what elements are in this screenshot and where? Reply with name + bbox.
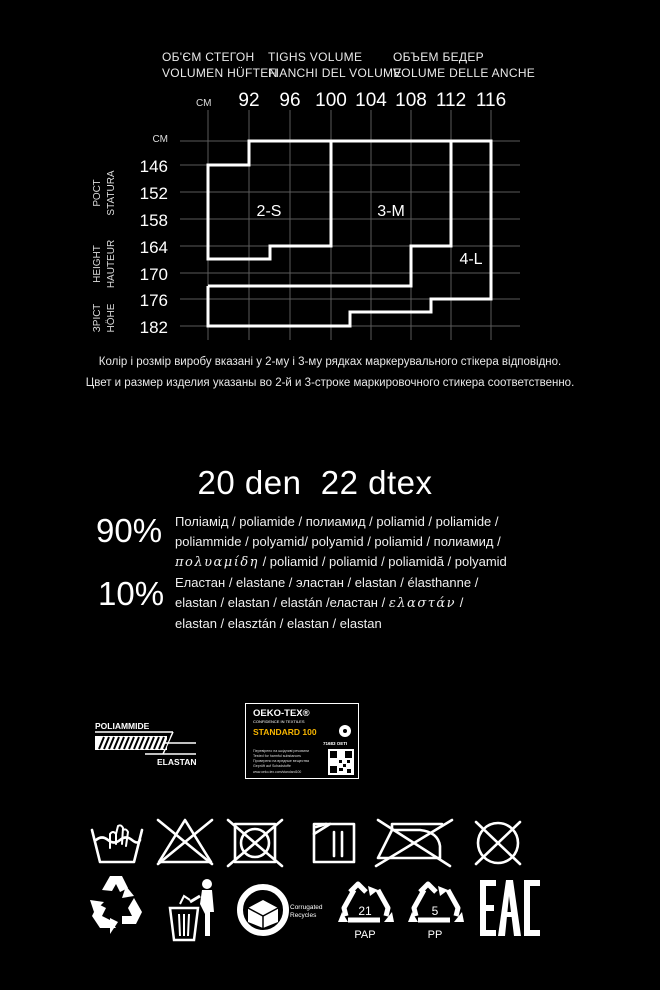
height-value: 182	[139, 318, 168, 337]
elastane-names	[175, 573, 478, 634]
dry-flat-icon	[314, 824, 354, 862]
care-icons	[80, 810, 540, 872]
pp-number: 5	[431, 904, 439, 918]
oekotex-label	[245, 703, 359, 779]
size-label-2s: 2-S	[256, 203, 282, 220]
oekotex-standard: STANDARD 100	[253, 727, 317, 737]
side-label: STATURA	[106, 170, 117, 216]
size-chart	[0, 0, 660, 350]
hand-wash-icon	[92, 825, 142, 862]
hip-value: 104	[355, 90, 387, 111]
oekotex-brand: OEKO-TEX®	[253, 708, 310, 719]
do-not-iron-icon	[376, 820, 452, 866]
density-label: 20 den 22 dtex	[197, 464, 433, 501]
recycles-text: Recycles	[290, 912, 317, 919]
do-not-dry-clean-icon	[476, 822, 520, 864]
oekotex-line: Tested for harmful substances	[253, 754, 301, 758]
height-value: 170	[139, 265, 168, 284]
composition-line: Поліамід / poliamide / полиамид / poliamid / poliamide /	[175, 514, 499, 529]
composition-text: /	[456, 595, 464, 610]
pp-recycle-icon	[408, 884, 464, 941]
composition-line: poliammide / polyamid/ polyamid / poliamid / полиамид /	[175, 534, 501, 549]
oekotex-tagline: CONFIDENCE IN TEXTILES	[253, 719, 305, 724]
fabric-logo	[93, 718, 203, 770]
header-line: ОБЪЕМ БЕДЕР	[393, 50, 484, 64]
tidy-man-icon	[170, 879, 214, 940]
do-not-bleach-icon	[158, 820, 212, 864]
height-value: 176	[139, 291, 168, 310]
pap-recycle-icon	[338, 884, 394, 941]
greek-term: ελαστάν	[388, 596, 457, 611]
header-line: VOLUMEN HÜFTEN	[162, 66, 278, 80]
hip-value: 96	[279, 90, 301, 111]
composition-text: / poliamid / poliamid / poliamidă / polyamid	[258, 554, 507, 569]
size-label-3m: 3-M	[377, 203, 405, 220]
fabric-logo-top-text: POLIAMMIDE	[95, 721, 150, 731]
side-label: HEIGHT	[92, 245, 103, 283]
size-label-4l: 4-L	[459, 251, 483, 268]
oekotex-line: Проверено на вредные вещества	[253, 759, 309, 763]
height-value: 146	[139, 157, 168, 176]
header-line: TIGHS VOLUME	[268, 50, 363, 64]
oekotex-flower-icon	[339, 725, 351, 737]
composition-line: Еластан / elastane / эластан / elastan / élasthanne /	[175, 575, 479, 590]
oekotex-code: 71683 OETI	[323, 741, 348, 746]
eac-mark-icon	[480, 880, 540, 936]
corrugated-recycles-icon	[240, 887, 323, 933]
polyamide-names	[175, 512, 507, 573]
note-russian: Цвет и размер изделия указаны во 2-й и 3-строке маркировочного стикера соответственно.	[85, 377, 575, 389]
oekotex-line: Geprüft auf Schadstoffe	[253, 764, 291, 768]
do-not-tumble-dry-icon	[228, 820, 282, 866]
side-label: ЗРІСТ	[92, 303, 103, 333]
composition-line	[175, 593, 478, 614]
oekotex-line: Перевірено на шкідливі речовини	[253, 749, 310, 753]
height-value: 164	[139, 238, 168, 257]
height-value: 158	[139, 211, 168, 230]
composition-line	[175, 552, 507, 573]
pap-number: 21	[358, 904, 372, 918]
side-label: HAUTEUR	[106, 239, 117, 289]
pp-label: PP	[427, 929, 443, 941]
composition-text: elastan / elastan / elastán /еластан /	[175, 595, 389, 610]
hip-value: 116	[475, 90, 507, 111]
note-ukrainian: Колір і розмір виробу вказані у 2-му і 3-му рядках маркерувального стікера відповідно.	[98, 356, 562, 368]
unit-label-left: СМ	[152, 134, 168, 145]
recycle-icon	[90, 876, 142, 934]
size-region-4l	[208, 141, 491, 326]
side-label: HÖHE	[106, 303, 117, 333]
elastane-percent: 10%	[98, 575, 165, 612]
hip-value: 92	[238, 90, 260, 111]
corrugated-text: Corrugated	[290, 904, 323, 911]
fabric-logo-bottom-text: ELASTAN	[157, 757, 197, 767]
recycling-icons	[80, 872, 550, 952]
header-line: ОБ'ЄМ СТЕГОН	[162, 50, 255, 64]
hip-value: 108	[395, 90, 427, 111]
composition-line: elastan / elasztán / elastan / elastan	[175, 616, 382, 631]
hip-value: 112	[435, 90, 467, 111]
pap-label: PAP	[354, 929, 376, 941]
size-region-2s	[208, 141, 331, 259]
oekotex-url: www.oeko-tex.com/standard100	[253, 770, 302, 774]
unit-label-top: СМ	[196, 98, 212, 109]
header-line: VOLUME DELLE ANCHE	[393, 66, 536, 80]
hip-value: 100	[315, 90, 347, 111]
polyamide-percent: 90%	[96, 512, 163, 549]
greek-term: πολυαμίδη	[175, 555, 259, 570]
side-label: РОСТ	[92, 179, 103, 207]
qr-code-icon	[328, 749, 354, 775]
height-value: 152	[139, 184, 168, 203]
header-line: FIANCHI DEL VOLUME	[268, 66, 402, 80]
